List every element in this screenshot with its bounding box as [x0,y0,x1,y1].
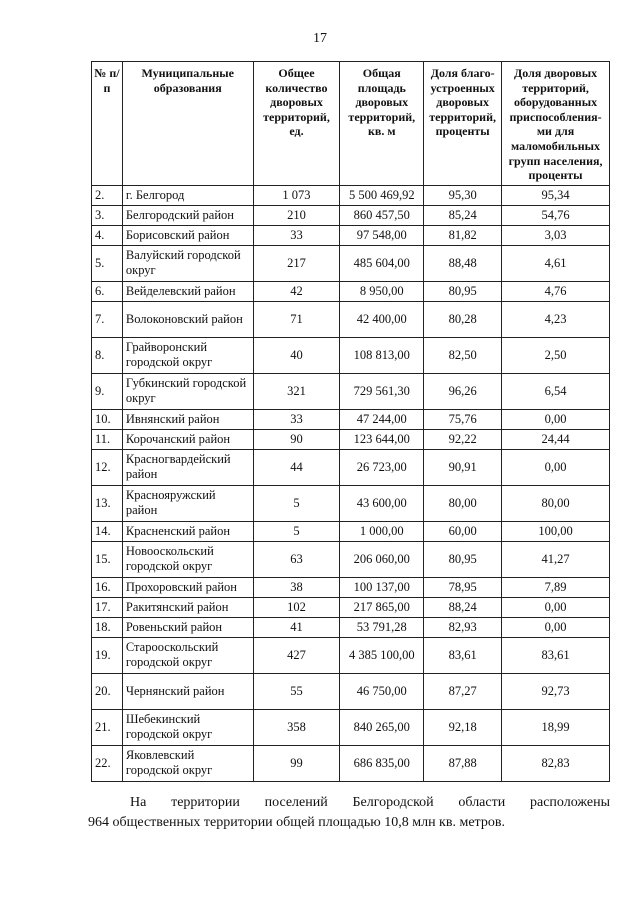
table-row [92,409,610,429]
row-count: 33 [253,409,340,429]
note-word: территории [171,795,240,810]
note-line-1 [91,793,610,813]
row-area: 206 060,00 [340,541,424,577]
row-municipality: Яковлевский городской округ [122,745,253,781]
row-share-improved: 88,48 [424,245,502,281]
row-share-mobility: 100,00 [502,521,610,541]
row-share-improved: 82,93 [424,617,502,637]
row-number: 19. [92,637,123,673]
row-count: 40 [253,337,340,373]
row-share-mobility: 4,76 [502,281,610,301]
row-share-mobility: 6,54 [502,373,610,409]
row-number: 2. [92,185,123,205]
row-count: 5 [253,521,340,541]
row-share-improved: 85,24 [424,205,502,225]
row-municipality: Валуйский городской округ [122,245,253,281]
header-municipality: Муниципальные образования [122,62,253,186]
row-share-improved: 80,95 [424,541,502,577]
row-number: 5. [92,245,123,281]
table-row [92,541,610,577]
row-count: 5 [253,485,340,521]
row-municipality: Ивнянский район [122,409,253,429]
row-number: 9. [92,373,123,409]
table-row [92,429,610,449]
row-share-improved: 87,88 [424,745,502,781]
row-area: 686 835,00 [340,745,424,781]
row-municipality: Ракитянский район [122,597,253,617]
row-area: 1 000,00 [340,521,424,541]
row-share-mobility: 24,44 [502,429,610,449]
row-share-improved: 80,95 [424,281,502,301]
row-number: 11. [92,429,123,449]
row-count: 102 [253,597,340,617]
row-number: 3. [92,205,123,225]
note-word: поселений [264,795,328,810]
row-count: 55 [253,673,340,709]
row-municipality: Новооскольский городской округ [122,541,253,577]
table-row [92,185,610,205]
row-share-mobility: 80,00 [502,485,610,521]
row-municipality: Грайворонский городской округ [122,337,253,373]
row-share-improved: 75,76 [424,409,502,429]
row-share-mobility: 4,61 [502,245,610,281]
row-share-improved: 82,50 [424,337,502,373]
row-number: 14. [92,521,123,541]
row-area: 43 600,00 [340,485,424,521]
row-share-improved: 90,91 [424,449,502,485]
row-count: 33 [253,225,340,245]
row-share-mobility: 0,00 [502,409,610,429]
row-municipality: Прохоровский район [122,577,253,597]
row-area: 42 400,00 [340,301,424,337]
row-number: 6. [92,281,123,301]
row-municipality: Губкинский городской округ [122,373,253,409]
row-municipality: Чернянский район [122,673,253,709]
table-row [92,373,610,409]
row-count: 41 [253,617,340,637]
row-number: 20. [92,673,123,709]
row-area: 26 723,00 [340,449,424,485]
row-municipality: Красненский район [122,521,253,541]
table-row [92,617,610,637]
row-share-improved: 88,24 [424,597,502,617]
row-share-improved: 95,30 [424,185,502,205]
row-count: 321 [253,373,340,409]
row-area: 46 750,00 [340,673,424,709]
row-municipality: Старооскольский городской округ [122,637,253,673]
row-share-mobility: 41,27 [502,541,610,577]
table-row [92,709,610,745]
table-row [92,577,610,597]
row-number: 15. [92,541,123,577]
note-paragraph [88,793,610,833]
row-number: 4. [92,225,123,245]
row-share-mobility: 95,34 [502,185,610,205]
row-share-mobility: 0,00 [502,597,610,617]
row-municipality: Борисовский район [122,225,253,245]
row-count: 38 [253,577,340,597]
row-count: 427 [253,637,340,673]
row-count: 1 073 [253,185,340,205]
row-share-improved: 80,28 [424,301,502,337]
header-number: № п/п [92,62,123,186]
row-area: 8 950,00 [340,281,424,301]
row-share-improved: 80,00 [424,485,502,521]
table-row [92,205,610,225]
table-row [92,301,610,337]
row-share-improved: 92,22 [424,429,502,449]
row-municipality: Шебекинский городской округ [122,709,253,745]
table-row [92,449,610,485]
row-municipality: Краснояружский район [122,485,253,521]
row-number: 13. [92,485,123,521]
table-row [92,485,610,521]
table-row [92,521,610,541]
table-row [92,281,610,301]
row-count: 71 [253,301,340,337]
row-share-mobility: 0,00 [502,617,610,637]
row-share-mobility: 7,89 [502,577,610,597]
row-area: 4 385 100,00 [340,637,424,673]
row-area: 123 644,00 [340,429,424,449]
header-share-mobility: Доля дворовых территорий, оборудованных приспособления-ми для маломобильных групп населения, проценты [502,62,610,186]
row-share-mobility: 0,00 [502,449,610,485]
row-number: 7. [92,301,123,337]
row-share-improved: 87,27 [424,673,502,709]
row-area: 97 548,00 [340,225,424,245]
row-municipality: Белгородский район [122,205,253,225]
row-share-mobility: 83,61 [502,637,610,673]
table-row [92,337,610,373]
row-area: 5 500 469,92 [340,185,424,205]
row-share-mobility: 82,83 [502,745,610,781]
row-share-improved: 81,82 [424,225,502,245]
note-word: расположены [530,795,610,810]
row-area: 485 604,00 [340,245,424,281]
table-row [92,745,610,781]
page-number: 17 [313,31,327,46]
row-count: 63 [253,541,340,577]
header-count: Общее количество дворовых территорий, ед. [253,62,340,186]
table-row [92,673,610,709]
row-area: 100 137,00 [340,577,424,597]
row-number: 16. [92,577,123,597]
row-share-mobility: 2,50 [502,337,610,373]
row-municipality: Волоконовский район [122,301,253,337]
row-municipality: Красногвардейский район [122,449,253,485]
row-count: 90 [253,429,340,449]
row-number: 8. [92,337,123,373]
row-area: 860 457,50 [340,205,424,225]
row-count: 44 [253,449,340,485]
row-number: 12. [92,449,123,485]
row-area: 217 865,00 [340,597,424,617]
row-share-mobility: 54,76 [502,205,610,225]
row-municipality: Корочанский район [122,429,253,449]
note-word: На [130,795,147,810]
note-word: области [458,795,506,810]
row-municipality: г. Белгород [122,185,253,205]
table-row [92,245,610,281]
row-count: 210 [253,205,340,225]
header-share-improved: Доля благо-устроенных дворовых территорий, проценты [424,62,502,186]
table-row [92,597,610,617]
row-area: 729 561,30 [340,373,424,409]
row-municipality: Ровеньский район [122,617,253,637]
territories-table [91,61,610,782]
row-share-improved: 60,00 [424,521,502,541]
row-area: 47 244,00 [340,409,424,429]
row-number: 22. [92,745,123,781]
table-row [92,637,610,673]
row-count: 42 [253,281,340,301]
row-share-mobility: 3,03 [502,225,610,245]
table-body [92,185,610,781]
table-row [92,225,610,245]
header-area: Общая площадь дворовых территорий, кв. м [340,62,424,186]
note-word: Белгородской [352,795,434,810]
row-number: 17. [92,597,123,617]
row-number: 21. [92,709,123,745]
row-share-improved: 92,18 [424,709,502,745]
row-area: 108 813,00 [340,337,424,373]
row-share-improved: 78,95 [424,577,502,597]
row-share-improved: 96,26 [424,373,502,409]
note-line-2: 964 общественных территории общей площадью 10,8 млн кв. метров. [88,815,505,830]
row-count: 217 [253,245,340,281]
row-area: 53 791,28 [340,617,424,637]
row-number: 18. [92,617,123,637]
row-count: 358 [253,709,340,745]
row-municipality: Вейделевский район [122,281,253,301]
row-share-mobility: 18,99 [502,709,610,745]
table-header-row [92,62,610,186]
row-number: 10. [92,409,123,429]
row-count: 99 [253,745,340,781]
row-share-improved: 83,61 [424,637,502,673]
row-area: 840 265,00 [340,709,424,745]
row-share-mobility: 92,73 [502,673,610,709]
row-share-mobility: 4,23 [502,301,610,337]
